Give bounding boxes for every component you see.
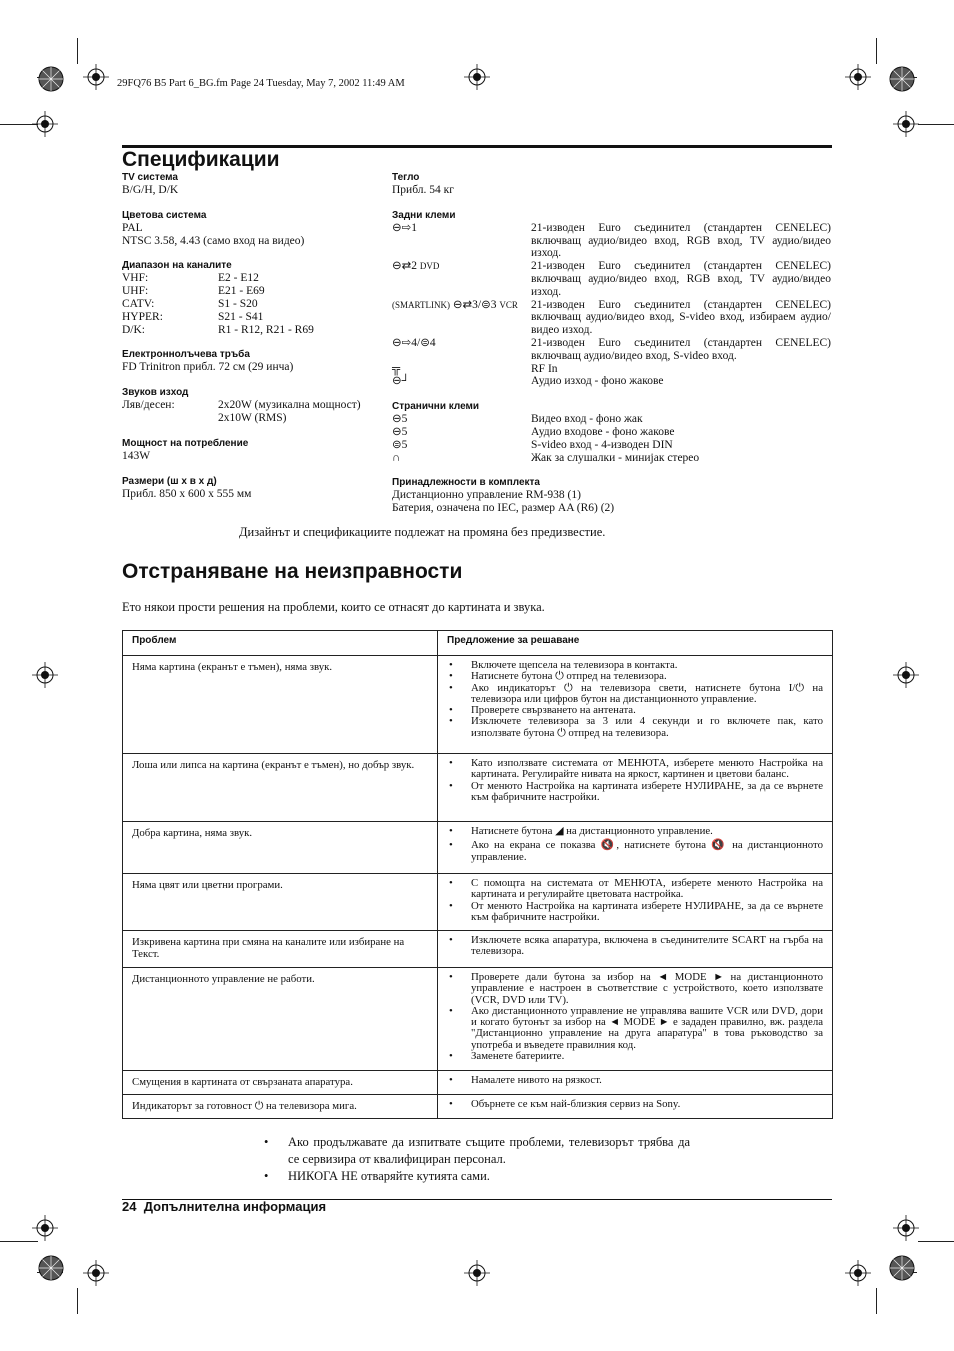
scart-input-output-icon: ⊖⇄: [392, 260, 412, 273]
note-item: • НИКОГА НЕ отваряйте кутията сами.: [262, 1168, 690, 1185]
solution-cell: [438, 931, 833, 968]
problem-cell: Изкривена картина при смяна на каналите или избиране на Текст.: [123, 931, 438, 968]
column-header-problem: Проблем: [123, 631, 438, 656]
crop-mark: [876, 1288, 877, 1314]
svideo-icon: ⊜: [420, 336, 430, 349]
spec-label: Принадлежности в комплекта: [392, 477, 540, 489]
section-name: Допълнителна информация: [143, 1199, 327, 1214]
crosshair-mark-icon: [32, 662, 58, 688]
solution-item: • Като използвате системата от МЕНЮТА, изберете менюто Настройка на картината. Регулирайте нивата на яркост, картинен и цветови баланс.: [447, 758, 823, 781]
problem-cell: Индикаторът за готовност ⏻ на телевизора мига.: [123, 1095, 438, 1119]
solution-cell: [438, 874, 833, 931]
solution-item: • Намалете нивото на рязкост.: [447, 1075, 823, 1086]
solution-item: • Проверете дали бутона за избор на ◄ MODE ► на дистанционното управление е настроен в съответствие с устройството, което използвате (VCR, DVD или TV).: [447, 972, 823, 1006]
channel-row: D/K: R1 - R12, R21 - R69: [122, 323, 314, 336]
crosshair-mark-icon: [893, 1215, 919, 1241]
crosshair-mark-icon: [464, 64, 490, 90]
crosshair-mark-icon: [845, 64, 871, 90]
spec-value: FD Trinitron прибл. 72 см (29 инча): [122, 361, 294, 374]
table-row: [123, 931, 833, 968]
crop-mark: [876, 38, 877, 64]
audio-output-icon: ⊖┘: [392, 375, 410, 388]
spec-value: B/G/H, D/K: [122, 184, 179, 196]
problem-cell: Добра картина, няма звук.: [123, 822, 438, 874]
file-info-header: 29FQ76 B5 Part 6_BG.fm Page 24 Tuesday, May 7, 2002 11:49 AM: [117, 78, 405, 89]
registration-mark-icon: [889, 66, 915, 92]
spec-value: NTSC 3.58, 4.43 (само вход на видео): [122, 234, 305, 247]
troubleshooting-intro: Ето някои прости решения на проблеми, които се отнасят до картината и звука.: [122, 600, 545, 614]
crosshair-mark-icon: [32, 1215, 58, 1241]
sound-row: 2x10W (RMS): [218, 411, 287, 424]
solution-cell: [438, 1071, 833, 1095]
spec-label: Тегло: [392, 172, 420, 183]
crosshair-mark-icon: [83, 64, 109, 90]
solution-cell: [438, 656, 833, 754]
crop-mark: [918, 1241, 954, 1242]
solution-item: • С помощта на системата от МЕНЮТА, изберете менюто Настройка на картината и регулирайте цветовата настройка.: [447, 878, 823, 901]
channel-row: VHF: E2 - E12: [122, 272, 259, 285]
rear-terminal: (SMARTLINK) ⊖⇄3/⊜3 VCR 21-изводен Euro съединител (стандартен CENELEC) включващ аудио/видео вход, S-video вход, избираем аудио/видео изход.: [392, 298, 831, 337]
note-item: • Ако продължавате да изпитвате същите проблеми, телевизорът трябва да се сервизира от квалифициран персонал.: [262, 1134, 690, 1168]
spec-label: Звуков изход: [122, 387, 189, 399]
solution-item: • Натиснете бутона ◢ на дистанционното управление.: [447, 826, 823, 837]
side-terminal: ∩ Жак за слушалки - миниjак стерео: [392, 451, 700, 464]
antenna-icon: ╦: [392, 362, 401, 375]
table-row: [123, 656, 833, 754]
solution-item: • Натиснете бутона ⏻ отпред на телевизора.: [447, 671, 823, 682]
rear-terminal: ╦ RF In: [392, 362, 558, 375]
table-row: [123, 754, 833, 822]
crop-mark: [0, 1241, 38, 1242]
table-row: [123, 1095, 833, 1119]
spec-label: Цветова система: [122, 209, 207, 221]
table-row: [123, 874, 833, 931]
spec-value: 143W: [122, 449, 151, 462]
svideo-icon: ⊜: [481, 298, 491, 311]
crosshair-mark-icon: [845, 1260, 871, 1286]
table-header-row: [123, 631, 833, 656]
solution-item: • Ако индикаторът ⏻ на телевизора свети, натиснете бутона I/⏻ на телевизора или цифров бутон на дистанционното управление.: [447, 683, 823, 706]
rear-terminal: ⊖⇄2 DVD 21-изводен Euro съединител (стандартен CENELEC) включващ аудио/видео вход, RGB вход, TV аудио/видео изход.: [392, 260, 831, 298]
crosshair-mark-icon: [32, 111, 58, 137]
troubleshooting-table: [122, 630, 833, 1119]
spec-label: Диапазон на каналите: [122, 260, 232, 272]
spec-label: Електроннолъчева тръба: [122, 349, 250, 361]
solution-item: • Обърнете се към най-близкия сервиз на Sony.: [447, 1099, 823, 1110]
crop-mark: [77, 38, 78, 64]
problem-cell: Дистанционното управление не работи.: [123, 968, 438, 1071]
sound-row: Ляв/десен: 2x20W (музикална мощност): [122, 399, 361, 412]
spec-value: PAL: [122, 221, 143, 234]
solution-cell: [438, 1095, 833, 1119]
specs-left-column: [122, 172, 387, 500]
channel-row: CATV: S1 - S20: [122, 297, 258, 310]
problem-cell: Лоша или липса на картина (екранът е тъмен), но добър звук.: [123, 754, 438, 822]
crosshair-mark-icon: [464, 1260, 490, 1286]
video-input-icon: ⊖: [392, 413, 402, 426]
solution-item: • Ако на екрана се показва 🔇, натиснете бутона 🔇 на дистанционното управление.: [447, 840, 823, 863]
scart-input-output-icon: ⊖⇄: [452, 298, 473, 311]
rear-terminal: ⊖⇨1 21-изводен Euro съединител (стандартен CENELEC) включващ аудио/видео вход, RGB вход, TV аудио/видео изход.: [392, 221, 831, 260]
solution-item: • Заменете батериите.: [447, 1051, 823, 1062]
spec-value: Прибл. 850 x 600 x 555 мм: [122, 487, 252, 500]
solution-item: • Ако дистанционното управление не управлява вашите VCR или DVD, дори и когато бутонът за избор на ◄ MODE ► е зададен правилно, вж. раздела "Дистанционно управление на друга апаратура" в това ръководство за употреба и въведете правилния код.: [447, 1006, 823, 1051]
spec-label: TV система: [122, 172, 178, 183]
solution-item: • Включете щепсела на телевизора в контакта.: [447, 660, 823, 671]
solution-cell: [438, 754, 833, 822]
column-header-solution: Предложение за решаване: [438, 631, 833, 656]
registration-mark-icon: [38, 66, 64, 92]
scart-input-icon: ⊖⇨: [392, 336, 412, 349]
solution-item: • От менюто Настройка на картината изберете НУЛИРАНЕ, за да се върнете към фабричните настройки.: [447, 901, 823, 924]
specs-title: Спецификации: [122, 148, 280, 171]
troubleshooting-title: Отстраняване на неизправности: [122, 560, 463, 583]
solution-cell: [438, 968, 833, 1071]
scart-input-icon: ⊖⇨: [392, 221, 412, 234]
solution-item: • Изключете телевизора за 3 или 4 секунди и го включете пак, като използвате бутона ⏻ отпред на телевизора.: [447, 716, 823, 739]
crop-mark: [918, 124, 954, 125]
problem-cell: Смущения в картината от свързаната апаратура.: [123, 1071, 438, 1095]
headphones-icon: ∩: [392, 451, 401, 464]
crop-mark: [77, 1288, 78, 1314]
channel-row: UHF: E21 - E69: [122, 285, 265, 298]
solution-item: • От менюто Настройка на картината изберете НУЛИРАНЕ, за да се върнете към фабричните настройки.: [447, 781, 823, 804]
solution-item: • Изключете всяка апаратура, включена в съединителите SCART на гърба на телевизора.: [447, 935, 823, 958]
spec-value: Прибл. 54 кг: [392, 184, 454, 196]
spec-label: Мощност на потребление: [122, 437, 249, 449]
side-terminal: ⊖5 Видео вход - фоно жак: [392, 413, 643, 426]
spec-value: Батерия, означена по IEC, размер AA (R6) (2): [392, 502, 615, 515]
audio-input-icon: ⊖: [392, 425, 402, 438]
crosshair-mark-icon: [83, 1260, 109, 1286]
side-terminal: ⊖5 Аудио входове - фоно жакове: [392, 425, 675, 438]
solution-item: • Проверете свързването на антената.: [447, 705, 823, 716]
table-row: [123, 1071, 833, 1095]
spec-label: Странични клеми: [392, 401, 480, 413]
problem-cell: Няма цвят или цветни програми.: [123, 874, 438, 931]
crosshair-mark-icon: [893, 111, 919, 137]
spec-label: Задни клеми: [392, 209, 456, 221]
spec-value: Дистанционно управление RM-938 (1): [392, 489, 581, 502]
table-row: [123, 968, 833, 1071]
rear-terminal: ⊖┘ Аудио изход - фоно жакове: [392, 375, 664, 388]
rear-terminal: ⊖⇨4/⊜4 21-изводен Euro съединител (стандартен CENELEC) включващ аудио/видео вход, S-video вход.: [392, 336, 831, 362]
table-row: [123, 822, 833, 874]
side-terminal: ⊜5 S-video вход - 4-изводен DIN: [392, 438, 673, 451]
solution-cell: [438, 822, 833, 874]
page-footer: [122, 1199, 326, 1214]
page-number: 24: [122, 1199, 137, 1214]
crosshair-mark-icon: [893, 662, 919, 688]
after-notes: [262, 1134, 690, 1185]
spec-label: Размери (ш x в x д): [122, 475, 217, 487]
registration-mark-icon: [38, 1255, 64, 1281]
registration-mark-icon: [889, 1255, 915, 1281]
svideo-icon: ⊜: [392, 438, 402, 451]
specs-right-column: [392, 172, 832, 515]
specs-note: Дизайнът и спецификациите подлежат на промяна без предизвестие.: [239, 525, 606, 539]
problem-cell: Няма картина (екранът е тъмен), няма звук.: [123, 656, 438, 754]
channel-row: HYPER: S21 - S41: [122, 310, 264, 323]
